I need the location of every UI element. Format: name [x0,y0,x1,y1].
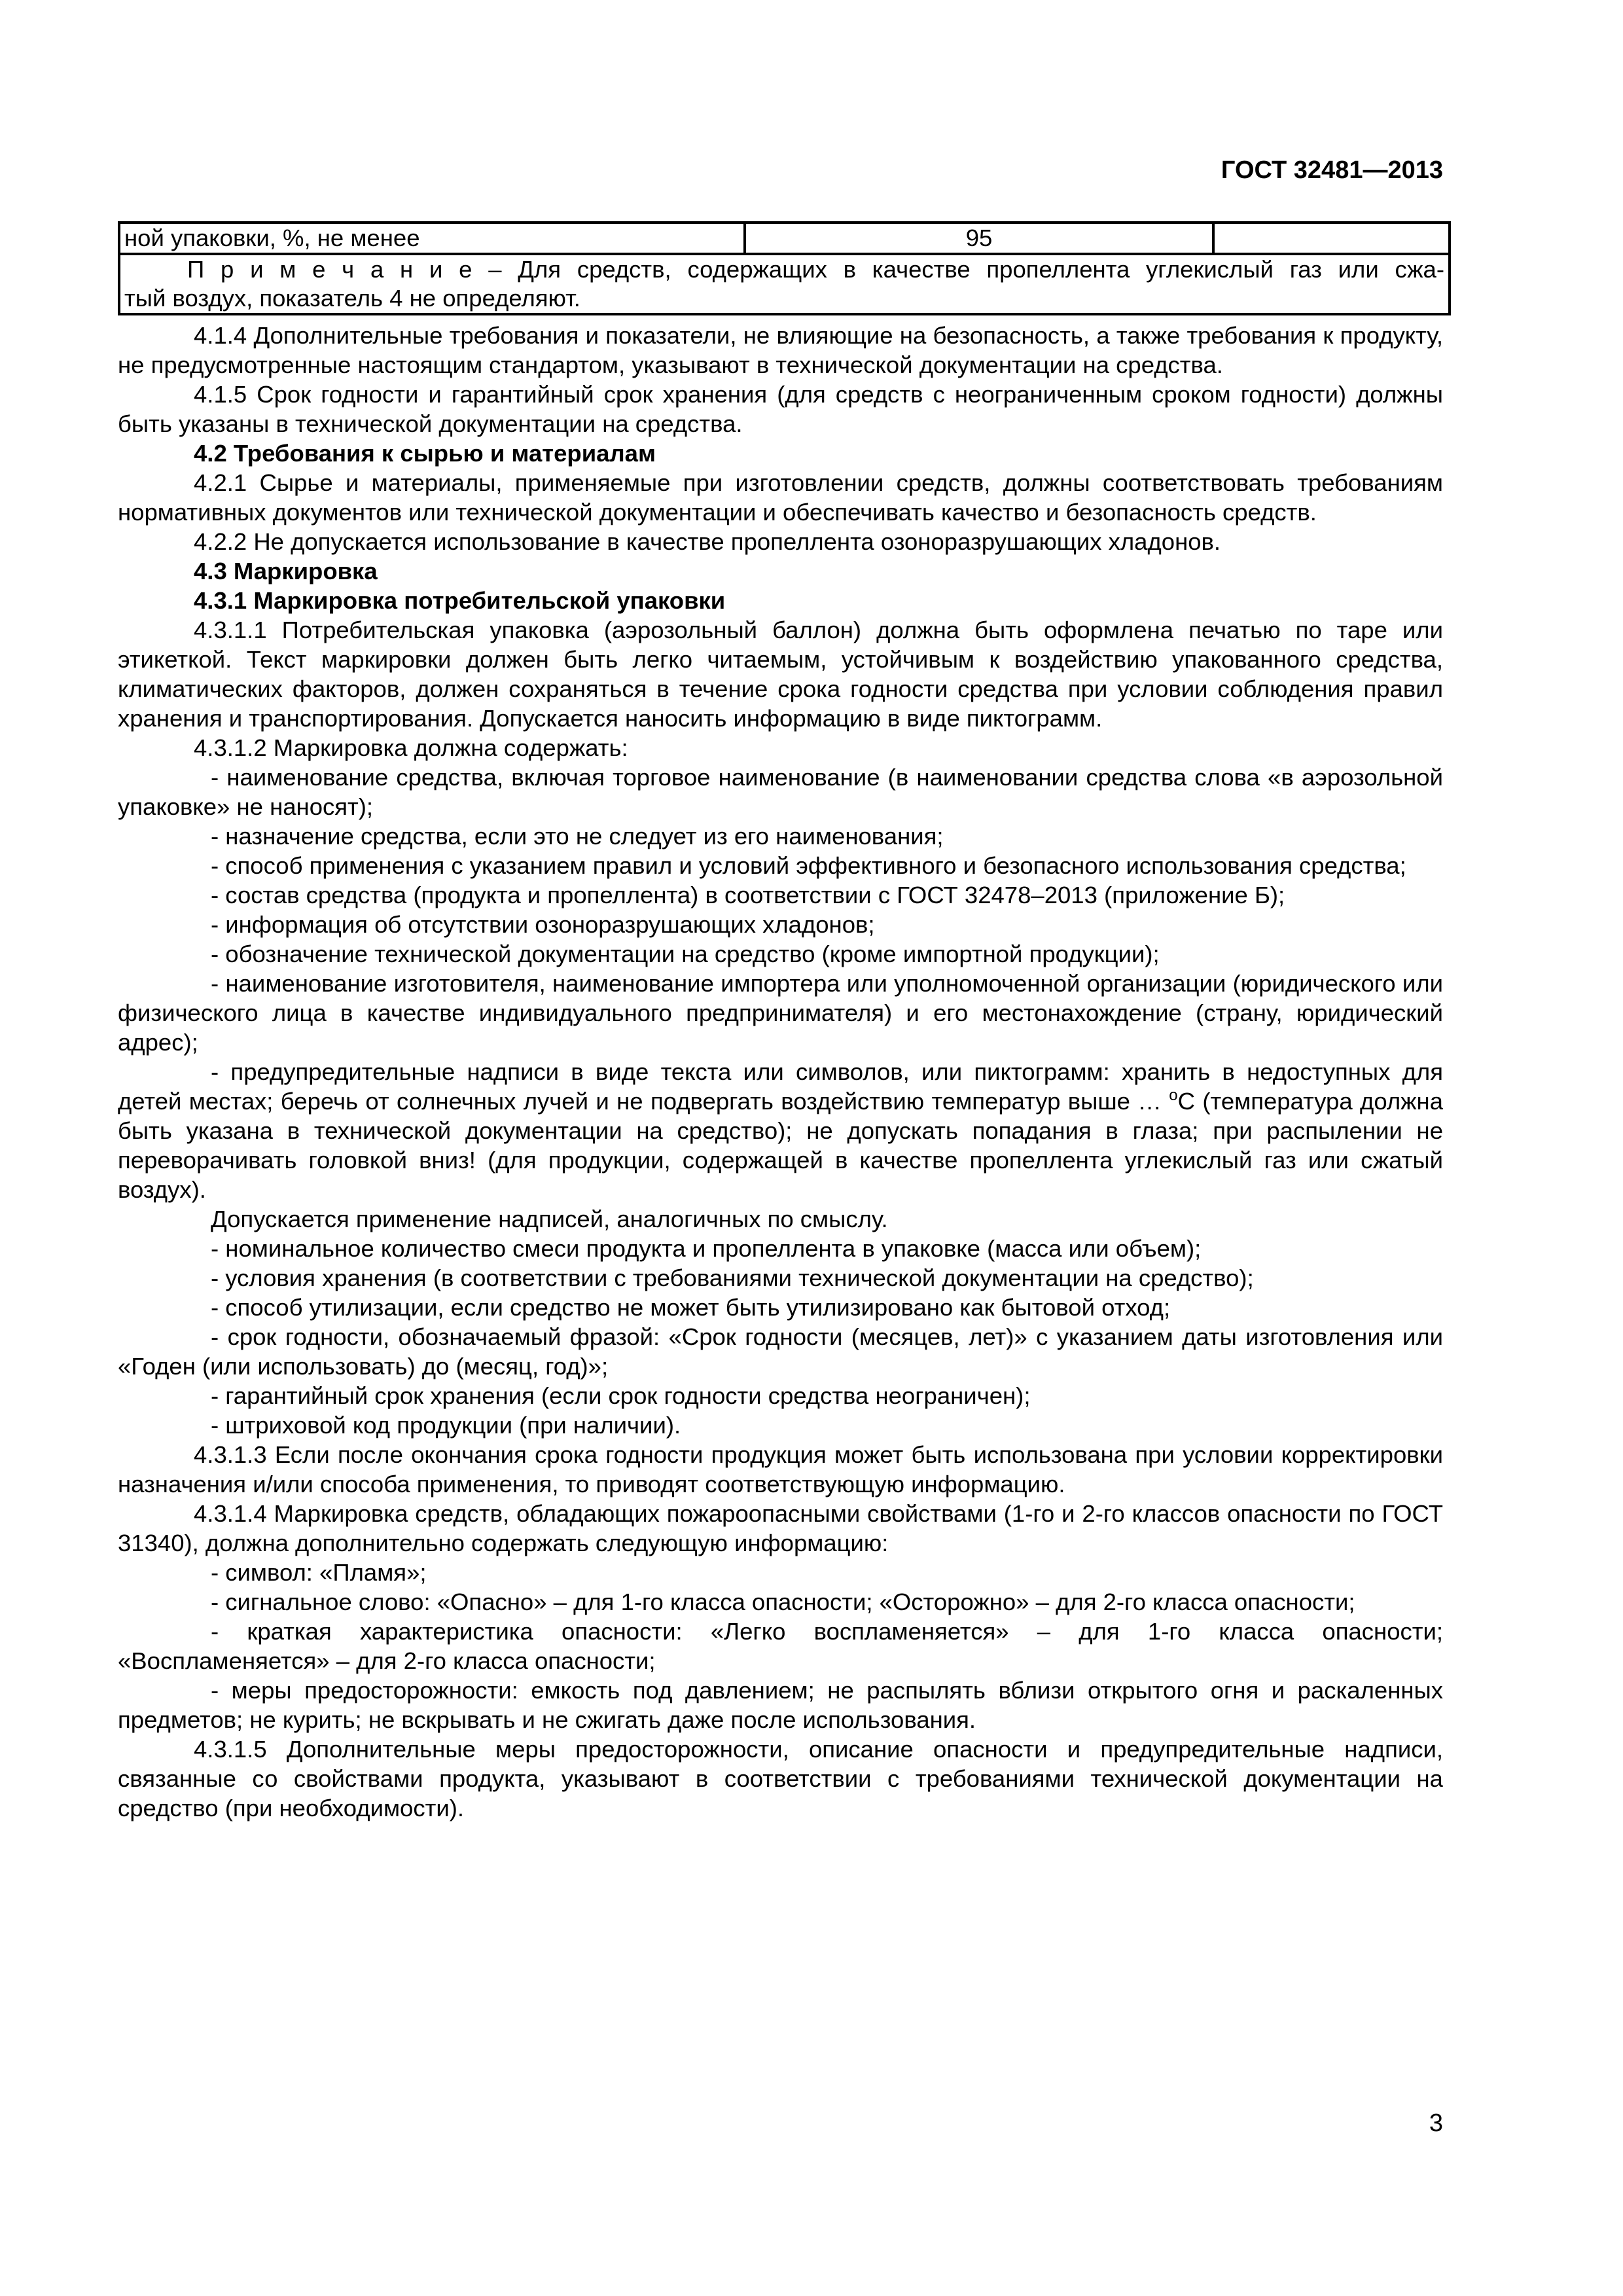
list-item: - способ применения с указанием правил и условий эффективного и безопасного использования средства; [211,852,1406,879]
list-item: - штриховой код продукции (при наличии). [211,1412,681,1439]
paragraph-4-2-2: 4.2.2 Не допускается использование в качестве пропеллента озоноразрушающих хладонов. [194,528,1221,555]
page-number: 3 [1429,2109,1443,2137]
list-item: - состав средства (продукта и пропеллента) в соответствии с ГОСТ 32478–2013 (приложение Б); [211,882,1285,908]
list-item: - способ утилизации, если средство не может быть утилизировано как бытовой отход; [211,1294,1171,1321]
table-cell-indicator: ной упаковки, %, не менее [119,223,745,254]
list-item: - наименование средства, включая торговое наименование (в наименовании средства слова «в аэрозольной упаковке» не наносят); [118,764,1443,820]
list-item: - назначение средства, если это не следует из его наименования; [211,823,944,850]
table-cell-method [1213,223,1450,254]
table-cell-value: 95 [745,223,1213,254]
table-note [119,254,1450,314]
list-item: - меры предосторожности: емкость под давлением; не распылять вблизи открытого огня и раскаленных предметов; не курить; не вскрывать и не сжигать даже после использования. [118,1677,1443,1733]
paragraph-4-1-5: 4.1.5 Срок годности и гарантийный срок хранения (для средств с неограниченным сроком годности) должны быть указаны в технической документации на средства. [118,381,1443,437]
heading-4-3: 4.3 Маркировка [194,558,378,584]
paragraph-4-3-1-3: 4.3.1.3 Если после окончания срока годности продукция может быть использована при условии корректировки назначения и/или способа применения, то приводят соответствующую информацию. [118,1441,1443,1498]
heading-4-2: 4.2 Требования к сырью и материалам [194,440,656,467]
note-text-part1: Для средств, содержащих в качестве пропеллента углекислый газ или сжа- [501,256,1445,283]
warning-text-part1: - предупредительные надписи в виде текста или символов, или пиктограмм: хранить в недоступных для детей местах; беречь от солнечных лучей и не подвергать воздействию температур выше … [118,1058,1443,1115]
paragraph-4-3-1-2: 4.3.1.2 Маркировка должна содержать: [194,734,628,761]
list-item: - номинальное количество смеси продукта и пропеллента в упаковке (масса или объем); [211,1235,1202,1262]
list-item: - информация об отсутствии озоноразрушающих хладонов; [211,911,875,938]
indicators-table-fragment [118,221,1451,315]
warning-text-part2: С (температура должна быть указана в технической документации на средство); не допускать попадания в глаза; при распылении не переворачивать головкой вниз! (для продукции, содержащей в качестве пропеллента углекислый газ или сжатый воздух). [118,1088,1443,1203]
list-item: - условия хранения (в соответствии с требованиями технической документации на средство); [211,1265,1254,1291]
list-item-warnings [118,1057,1443,1204]
standard-designation: ГОСТ 32481—2013 [1221,156,1443,184]
list-item: - срок годности, обозначаемый фразой: «Срок годности (месяцев, лет)» с указанием даты изготовления или «Годен (или использовать) до (месяц, год)»; [118,1323,1443,1380]
document-body [118,321,1443,1823]
list-item: - наименование изготовителя, наименование импортера или уполномоченной организации (юридического или физического лица в качестве индивидуального предпринимателя) и его местонахождение (страну, юридический адрес); [118,970,1443,1056]
table-note-line [124,255,1444,284]
list-item: - краткая характеристика опасности: «Легко воспламеняется» – для 1-го класса опасности; «Воспламеняется» – для 2-го класса опасности; [118,1618,1443,1674]
list-item: - символ: «Пламя»; [211,1559,427,1586]
paragraph-4-2-1: 4.2.1 Сырье и материалы, применяемые при изготовлении средств, должны соответствовать требованиям нормативных документов или технической документации и обеспечивать качество и безопасность средств. [118,469,1443,526]
table-note-row [119,254,1450,314]
allowed-note: Допускается применение надписей, аналогичных по смыслу. [211,1206,888,1232]
paragraph-4-3-1-4: 4.3.1.4 Маркировка средств, обладающих пожароопасными свойствами (1-го и 2-го классов опасности по ГОСТ 31340), должна дополнительно содержать следующую информацию: [118,1500,1443,1556]
paragraph-4-1-4: 4.1.4 Дополнительные требования и показатели, не влияющие на безопасность, а также требования к продукту, не предусмотренные настоящим стандартом, указывают в технической документации на средства. [118,322,1443,378]
note-text-part2: тый воздух, показатель 4 не определяют. [124,285,580,312]
list-item: - обозначение технической документации на средство (кроме импортной продукции); [211,941,1160,967]
degree-sign: о [1169,1086,1178,1104]
paragraph-4-3-1-1: 4.3.1.1 Потребительская упаковка (аэрозольный баллон) должна быть оформлена печатью по таре или этикеткой. Текст маркировки должен быть легко читаемым, устойчивым к воздействию упакованного средства, климатических факторов, должен сохраняться в течение срока годности средства при условии соблюдения правил хранения и транспортирования. Допускается наносить информацию в виде пиктограмм. [118,617,1443,732]
note-label: П р и м е ч а н и е – [187,256,502,283]
list-item: - сигнальное слово: «Опасно» – для 1-го класса опасности; «Осторожно» – для 2-го класса опасности; [211,1588,1355,1615]
table-row [119,223,1450,254]
paragraph-4-3-1-5: 4.3.1.5 Дополнительные меры предосторожности, описание опасности и предупредительные надписи, связанные со свойствами продукта, указывают в соответствии с требованиями технической документации на средство (при необходимости). [118,1736,1443,1821]
heading-4-3-1: 4.3.1 Маркировка потребительской упаковки [194,587,726,614]
list-item: - гарантийный срок хранения (если срок годности средства неограничен); [211,1382,1031,1409]
